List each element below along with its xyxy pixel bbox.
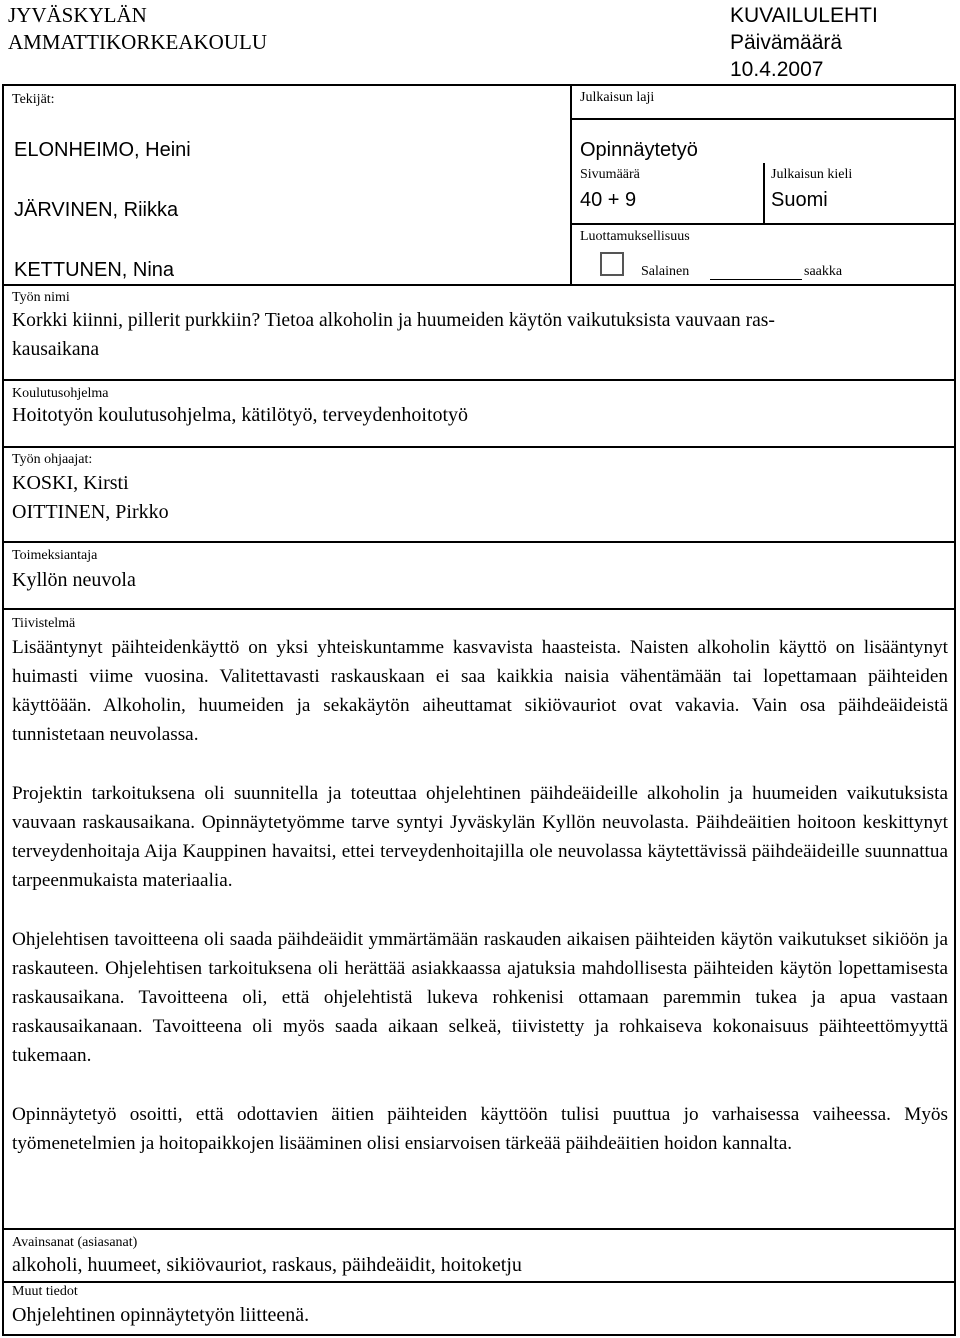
abstract-paragraph: Ohjelehtisen tavoitteena oli saada päihdeäidit ymmärtämään raskauden aikaisen päihteiden käytön vaikutukset sikiöön ja raskauteen. Ohjelehtisen tarkoituksena oli herättää asiakkaassa ajatuksia mahdollisesta päihteiden käytön lopettamisesta raskausaikana. Tavoitteena oli, että ohjelehtistä lukeva rohkenisi ottamaan paremmin tukea ja apua vastaan raskausaikanaan. Tavoitteena oli myös saada aikaan selkeä, tiivistetty ja rohkaiseva kokonaisuus päihteettömyyttä tukemaan. xyxy=(12,929,948,1066)
supervisors-label: Työn ohjaajat: xyxy=(12,452,93,467)
authors-label: Tekijät: xyxy=(12,92,55,107)
publication-type-label: Julkaisun laji xyxy=(580,90,655,105)
abstract-paragraph: Lisääntynyt päihteidenkäyttö on yksi yhteiskuntamme kasvavista haasteista. Naisten alkoholin käyttö on lisääntynyt huimasti viime vuosina. Valitettavasti raskauskaan ei saa kaikkia naisia vähentämään tai lopettamaan päihteiden käyttöään. Alkoholin, huumeiden ja sekakäytön aiheuttamat sikiövauriot ovat vakavia. Vain osa päihdeäideistä tunnistetaan neuvolassa. xyxy=(12,637,948,745)
date-label: Päivämäärä xyxy=(730,31,843,54)
author-name: KETTUNEN, Nina xyxy=(14,259,175,281)
commissioner-label: Toimeksiantaja xyxy=(12,548,98,563)
confidentiality-label: Luottamuksellisuus xyxy=(580,229,690,244)
abstract-paragraph: Projektin tarkoituksena oli suunnitella ja toteuttaa ohjelehtinen päihdeäideille alkoholin ja huumeiden vaikutuksista vauvaan raskausaikana. Opinnäytetyömme tarve syntyi Jyväskylän Kyllön neuvolasta. Päihdeäitien hoitoon keskittynyt terveydenhoitaja Aija Kauppinen havaitsi, ettei terveydenhoitajilla ole neuvolassa käytettävissä päihdeäideille suunnattua tarpeenmukaista materiaalia. xyxy=(12,783,948,891)
thesis-title-line: Korkki kiinni, pillerit purkkiin? Tietoa alkoholin ja huumeiden käytön vaikutuksista vauvaan ras- xyxy=(12,310,775,331)
secret-until-label: saakka xyxy=(804,264,843,279)
keywords-value: alkoholi, huumeet, sikiövauriot, raskaus, päihdeäidit, hoitoketju xyxy=(12,1254,522,1276)
author-name: ELONHEIMO, Heini xyxy=(14,139,191,161)
degree-programme-label: Koulutusohjelma xyxy=(12,386,109,401)
language-label: Julkaisun kieli xyxy=(771,167,853,182)
thesis-title-line: kausaikana xyxy=(12,339,100,360)
document-type: KUVAILULEHTI xyxy=(730,4,878,27)
abstract-body xyxy=(12,633,948,1158)
language-value: Suomi xyxy=(771,189,828,211)
abstract-label: Tiivistelmä xyxy=(12,616,76,631)
school-name-line1: JYVÄSKYLÄN xyxy=(8,3,147,27)
supervisor-name: OITTINEN, Pirkko xyxy=(12,501,169,523)
other-info-value: Ohjelehtinen opinnäytetyön liitteenä. xyxy=(12,1304,310,1326)
thesis-title xyxy=(12,306,942,364)
thesis-title-label: Työn nimi xyxy=(12,290,70,305)
author-name: JÄRVINEN, Riikka xyxy=(14,199,179,221)
secret-checkbox[interactable] xyxy=(600,252,624,276)
date-value: 10.4.2007 xyxy=(730,58,824,81)
publication-type-value: Opinnäytetyö xyxy=(580,139,698,161)
secret-label: Salainen xyxy=(641,264,690,279)
commissioner-value: Kyllön neuvola xyxy=(12,569,136,591)
page-count-value: 40 + 9 xyxy=(580,189,637,211)
page-count-label: Sivumäärä xyxy=(580,167,640,182)
degree-programme-value: Hoitotyön koulutusohjelma, kätilötyö, terveydenhoitotyö xyxy=(12,404,469,426)
school-name-line2: AMMATTIKORKEAKOULU xyxy=(8,30,267,54)
secret-until-line xyxy=(710,279,802,280)
abstract-paragraph: Opinnäytetyö osoitti, että odottavien äitien päihteiden käyttöön tulisi puuttua jo varhaisessa vaiheessa. Myös työmenetelmien ja hoitopaikkojen lisääminen olisi ensiarvoisen tärkeää päihdeäitien hoidon kannalta. xyxy=(12,1104,948,1154)
supervisor-name: KOSKI, Kirsti xyxy=(12,472,129,494)
other-info-label: Muut tiedot xyxy=(12,1284,78,1299)
keywords-label: Avainsanat (asiasanat) xyxy=(12,1235,138,1250)
